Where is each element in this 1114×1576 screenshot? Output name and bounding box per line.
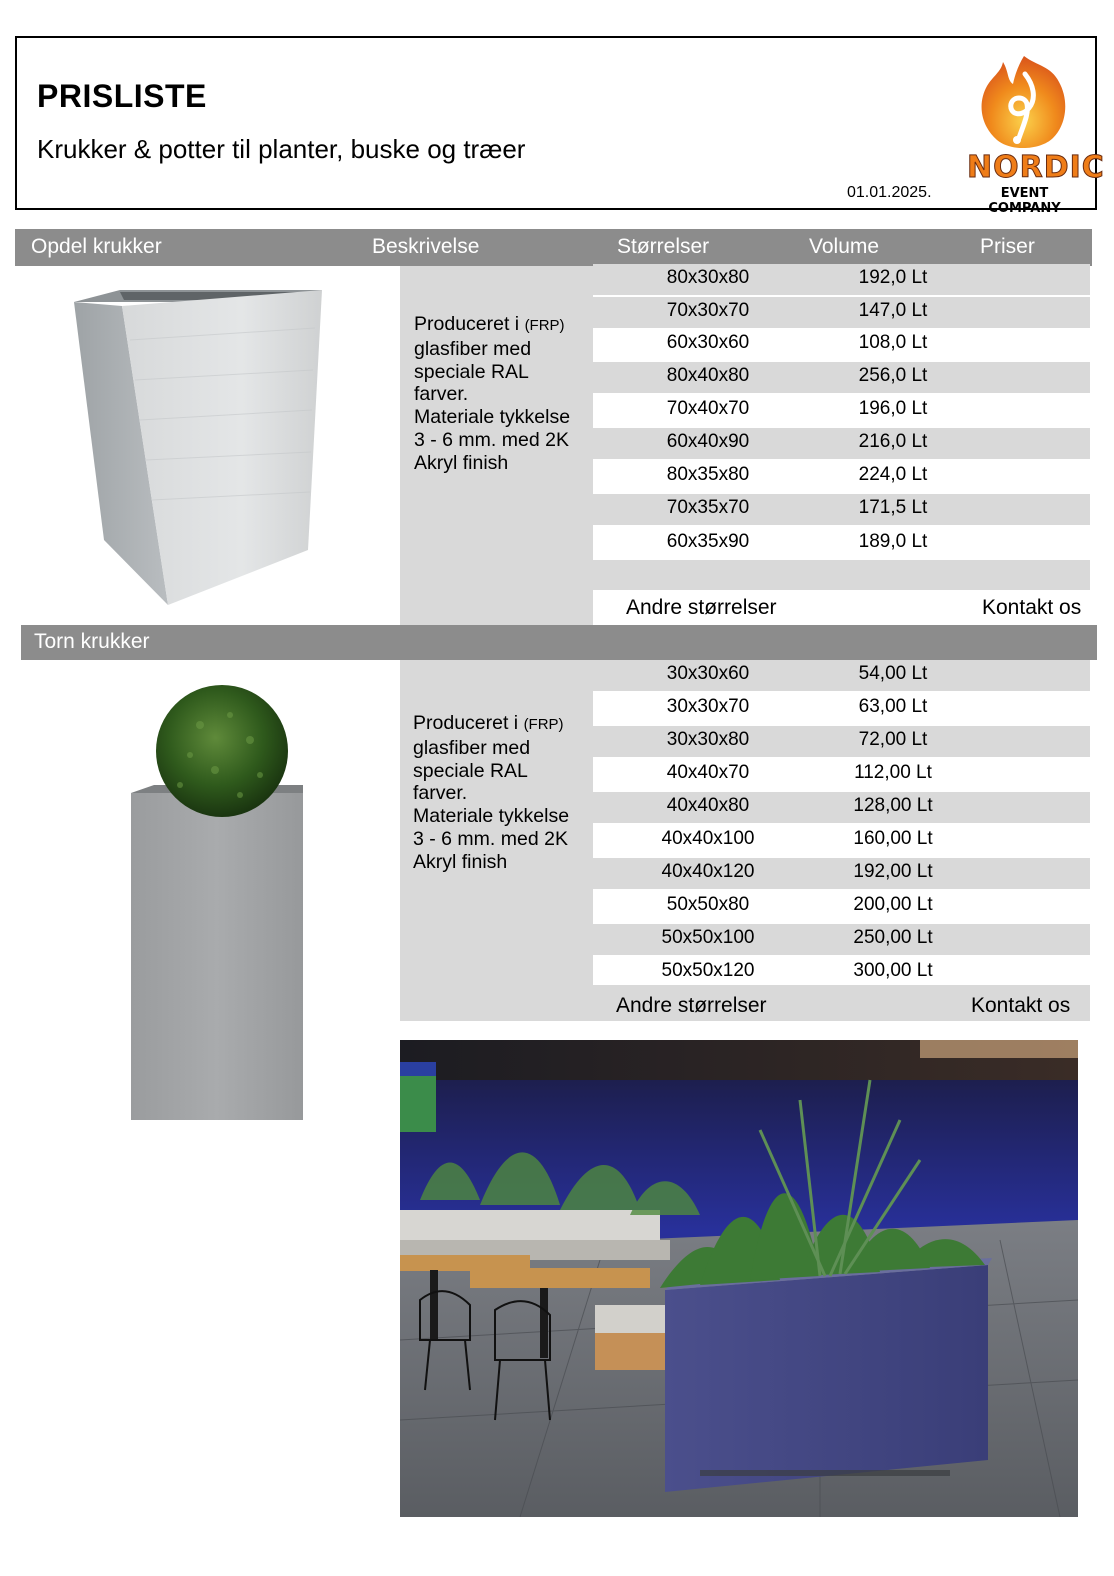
desc-line: Akryl finish bbox=[413, 850, 508, 873]
desc-line: speciale RAL bbox=[414, 360, 529, 383]
table-row bbox=[593, 395, 1090, 426]
volume-cell: 147,0 Lt bbox=[858, 300, 928, 321]
desc-line: glasfiber med bbox=[414, 337, 532, 360]
size-cell: 40x40x100 bbox=[661, 828, 755, 849]
volume-cell: 128,00 Lt bbox=[853, 795, 933, 816]
volume-cell: 196,0 Lt bbox=[858, 398, 928, 419]
desc-line: Produceret i bbox=[413, 712, 524, 734]
size-cell: 50x50x80 bbox=[666, 894, 750, 915]
table-row bbox=[593, 428, 1090, 459]
volume-cell: 108,0 Lt bbox=[858, 332, 928, 353]
desc-line: 3 - 6 mm. med 2K bbox=[413, 827, 568, 850]
section-title: Torn krukker bbox=[34, 630, 150, 653]
volume-cell: 300,00 Lt bbox=[853, 960, 933, 981]
volume-cell: 250,00 Lt bbox=[853, 927, 933, 948]
table-row bbox=[593, 858, 1090, 889]
table-row bbox=[593, 825, 1090, 856]
desc-line: speciale RAL bbox=[413, 759, 528, 782]
other-sizes-label: Andre størrelser bbox=[616, 994, 767, 1017]
table-row bbox=[593, 494, 1090, 525]
header-box bbox=[15, 36, 1105, 216]
column-sizes: Størrelser bbox=[617, 235, 710, 258]
size-cell: 60x30x60 bbox=[666, 332, 750, 353]
table-row bbox=[593, 759, 1090, 790]
size-cell: 50x50x100 bbox=[661, 927, 755, 948]
column-volume: Volume bbox=[809, 235, 880, 258]
table-row bbox=[593, 528, 1090, 559]
volume-cell: 112,00 Lt bbox=[854, 762, 932, 783]
column-description: Beskrivelse bbox=[372, 235, 480, 258]
column-header-bar bbox=[15, 229, 1092, 266]
volume-cell: 72,00 Lt bbox=[858, 729, 928, 750]
contact-link[interactable]: Kontakt os bbox=[982, 596, 1082, 619]
desc-line: Produceret i bbox=[414, 313, 525, 335]
table-row bbox=[593, 726, 1090, 757]
table-row bbox=[593, 924, 1090, 955]
nordic-logo bbox=[967, 54, 1105, 216]
volume-cell: 192,0 Lt bbox=[858, 267, 928, 288]
table-row bbox=[593, 792, 1090, 823]
column-product: Opdel krukker bbox=[31, 235, 162, 258]
size-cell: 30x30x60 bbox=[666, 663, 750, 684]
table-row bbox=[593, 329, 1090, 360]
table-row-empty bbox=[593, 560, 1090, 590]
desc-line: 3 - 6 mm. med 2K bbox=[414, 428, 569, 451]
volume-cell: 216,0 Lt bbox=[858, 431, 928, 452]
volume-cell: 63,00 Lt bbox=[858, 696, 928, 717]
description-text-1 bbox=[414, 313, 570, 475]
contact-link[interactable]: Kontakt os bbox=[971, 994, 1071, 1017]
desc-frp: (FRP) bbox=[524, 317, 565, 334]
volume-cell: 200,00 Lt bbox=[853, 894, 933, 915]
volume-cell: 192,00 Lt bbox=[853, 861, 933, 882]
table-row bbox=[593, 693, 1090, 724]
page-title: PRISLISTE bbox=[37, 78, 207, 114]
size-cell: 60x35x90 bbox=[666, 531, 750, 552]
table-row bbox=[593, 891, 1090, 922]
opdel-planter-image bbox=[60, 280, 340, 615]
table-row bbox=[593, 264, 1090, 295]
column-prices: Priser bbox=[980, 235, 1035, 258]
size-cell: 40x40x80 bbox=[666, 795, 750, 816]
size-cell: 40x40x120 bbox=[661, 861, 755, 882]
size-cell: 70x30x70 bbox=[666, 300, 750, 321]
table-row bbox=[593, 461, 1090, 492]
table-row bbox=[593, 362, 1090, 393]
table-row bbox=[593, 957, 1090, 988]
size-cell: 40x40x70 bbox=[666, 762, 750, 783]
desc-line: Akryl finish bbox=[414, 451, 509, 474]
logo-wordmark: NORDIC bbox=[967, 150, 1105, 185]
size-cell: 30x30x80 bbox=[666, 729, 750, 750]
section-bar-torn bbox=[21, 625, 1097, 660]
desc-line: Materiale tykkelse bbox=[414, 406, 571, 429]
size-cell: 60x40x90 bbox=[666, 431, 750, 452]
flame-treble-clef-icon bbox=[967, 54, 1082, 154]
size-cell: 80x40x80 bbox=[666, 365, 750, 386]
size-cell: 80x35x80 bbox=[666, 464, 750, 485]
volume-cell: 256,0 Lt bbox=[858, 365, 928, 386]
size-cell: 50x50x120 bbox=[661, 960, 755, 981]
desc-frp: (FRP) bbox=[523, 716, 564, 733]
restaurant-planter-photo bbox=[400, 1040, 1078, 1517]
table-row bbox=[593, 297, 1090, 328]
page-subtitle: Krukker & potter til planter, buske og træer bbox=[37, 134, 526, 164]
volume-cell: 160,00 Lt bbox=[853, 828, 933, 849]
size-cell: 30x30x70 bbox=[666, 696, 750, 717]
desc-line: farver. bbox=[414, 383, 469, 406]
volume-cell: 54,00 Lt bbox=[858, 663, 928, 684]
table-row bbox=[593, 660, 1090, 691]
volume-cell: 224,0 Lt bbox=[858, 464, 928, 485]
size-cell: 70x40x70 bbox=[666, 398, 750, 419]
desc-line: Materiale tykkelse bbox=[413, 805, 570, 828]
desc-line: farver. bbox=[413, 782, 468, 805]
description-text-2 bbox=[413, 712, 569, 874]
size-cell: 70x35x70 bbox=[666, 497, 750, 518]
volume-cell: 189,0 Lt bbox=[858, 531, 928, 552]
torn-planter-image bbox=[120, 685, 320, 1125]
logo-tagline: EVENT COMPANY bbox=[988, 186, 1061, 216]
other-sizes-label: Andre størrelser bbox=[626, 596, 777, 619]
price-date: 01.01.2025. bbox=[847, 184, 932, 201]
size-cell: 80x30x80 bbox=[666, 267, 750, 288]
desc-line: glasfiber med bbox=[413, 736, 531, 759]
volume-cell: 171,5 Lt bbox=[858, 497, 928, 518]
